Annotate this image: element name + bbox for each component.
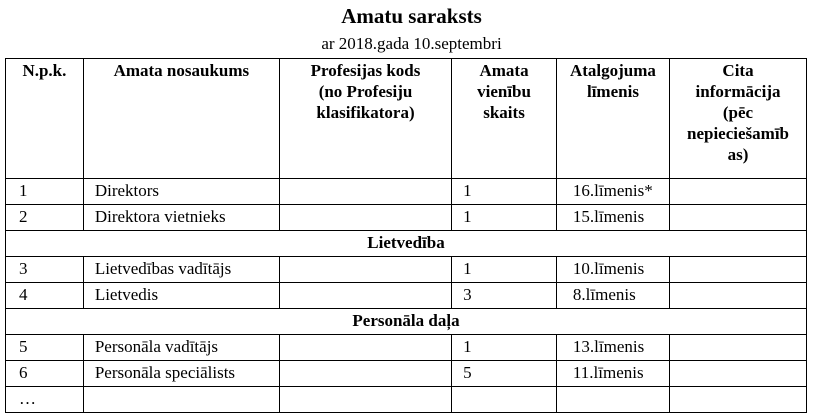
cell-number: …	[6, 387, 84, 413]
header-unit-count-line-1: Amata	[479, 61, 529, 80]
cell-profession-code	[279, 335, 451, 361]
cell-salary-level: 16.līmenis*	[556, 179, 669, 205]
cell-profession-code	[279, 283, 451, 309]
cell-position-name: Personāla vadītājs	[83, 335, 279, 361]
table-header-row	[6, 59, 807, 179]
cell-profession-code	[279, 257, 451, 283]
cell-other-info	[670, 283, 807, 309]
cell-other-info	[670, 205, 807, 231]
cell-unit-count: 3	[452, 283, 557, 309]
cell-number: 6	[6, 361, 84, 387]
table-row	[6, 205, 807, 231]
cell-other-info	[670, 361, 807, 387]
cell-profession-code	[279, 387, 451, 413]
cell-salary-level	[556, 387, 669, 413]
header-profession-code-line-3: klasifikatora)	[316, 103, 415, 122]
cell-other-info	[670, 335, 807, 361]
cell-profession-code	[279, 361, 451, 387]
cell-number: 2	[6, 205, 84, 231]
header-number	[6, 59, 84, 179]
document-subtitle: ar 2018.gada 10.septembri	[321, 34, 502, 53]
cell-salary-level: 8.līmenis	[556, 283, 669, 309]
cell-salary-level: 15.līmenis	[556, 205, 669, 231]
table-row	[6, 335, 807, 361]
cell-unit-count: 1	[452, 205, 557, 231]
cell-profession-code	[279, 179, 451, 205]
header-profession-code-line-2: (no Profesiju	[318, 82, 413, 101]
header-other-info	[670, 59, 807, 179]
cell-unit-count: 1	[452, 179, 557, 205]
cell-number: 4	[6, 283, 84, 309]
cell-unit-count: 5	[452, 361, 557, 387]
cell-unit-count: 1	[452, 257, 557, 283]
cell-unit-count	[452, 387, 557, 413]
cell-other-info	[670, 179, 807, 205]
cell-number: 1	[6, 179, 84, 205]
cell-position-name: Lietvedis	[83, 283, 279, 309]
cell-salary-level: 13.līmenis	[556, 335, 669, 361]
header-profession-code	[279, 59, 451, 179]
header-other-info-line-4: nepieciešamīb	[687, 124, 789, 143]
header-salary-level-line-2: līmenis	[586, 82, 639, 101]
table-row	[6, 179, 807, 205]
header-unit-count-line-2: vienību	[477, 82, 531, 101]
cell-unit-count: 1	[452, 335, 557, 361]
section-row	[6, 231, 807, 257]
cell-position-name: Lietvedības vadītājs	[83, 257, 279, 283]
table-row	[6, 361, 807, 387]
cell-other-info	[670, 387, 807, 413]
cell-salary-level: 10.līmenis	[556, 257, 669, 283]
cell-position-name: Personāla speciālists	[83, 361, 279, 387]
section-heading: Lietvedība	[6, 231, 807, 257]
header-salary-level-line-1: Atalgojuma	[569, 61, 656, 80]
header-other-info-line-3: (pēc	[722, 103, 754, 122]
cell-position-name	[83, 387, 279, 413]
cell-position-name: Direktora vietnieks	[83, 205, 279, 231]
table-row	[6, 257, 807, 283]
section-row	[6, 309, 807, 335]
cell-salary-level: 11.līmenis	[556, 361, 669, 387]
cell-number: 3	[6, 257, 84, 283]
section-heading: Personāla daļa	[6, 309, 807, 335]
header-other-info-line-2: informācija	[695, 82, 781, 101]
header-unit-count	[452, 59, 557, 179]
header-profession-code-line-1: Profesijas kods	[310, 61, 421, 80]
cell-other-info	[670, 257, 807, 283]
header-number-line: N.p.k.	[22, 61, 67, 80]
header-unit-count-line-3: skaits	[483, 103, 525, 122]
cell-position-name: Direktors	[83, 179, 279, 205]
header-position-name-line: Amata nosaukums	[113, 61, 250, 80]
header-position-name	[83, 59, 279, 179]
header-salary-level	[556, 59, 669, 179]
position-list-table	[5, 58, 807, 413]
table-row	[6, 387, 807, 413]
header-other-info-line-1: Cita	[722, 61, 754, 80]
cell-profession-code	[279, 205, 451, 231]
table-row	[6, 283, 807, 309]
header-other-info-line-5: as)	[727, 145, 749, 164]
document-title: Amatu saraksts	[341, 4, 482, 28]
cell-number: 5	[6, 335, 84, 361]
